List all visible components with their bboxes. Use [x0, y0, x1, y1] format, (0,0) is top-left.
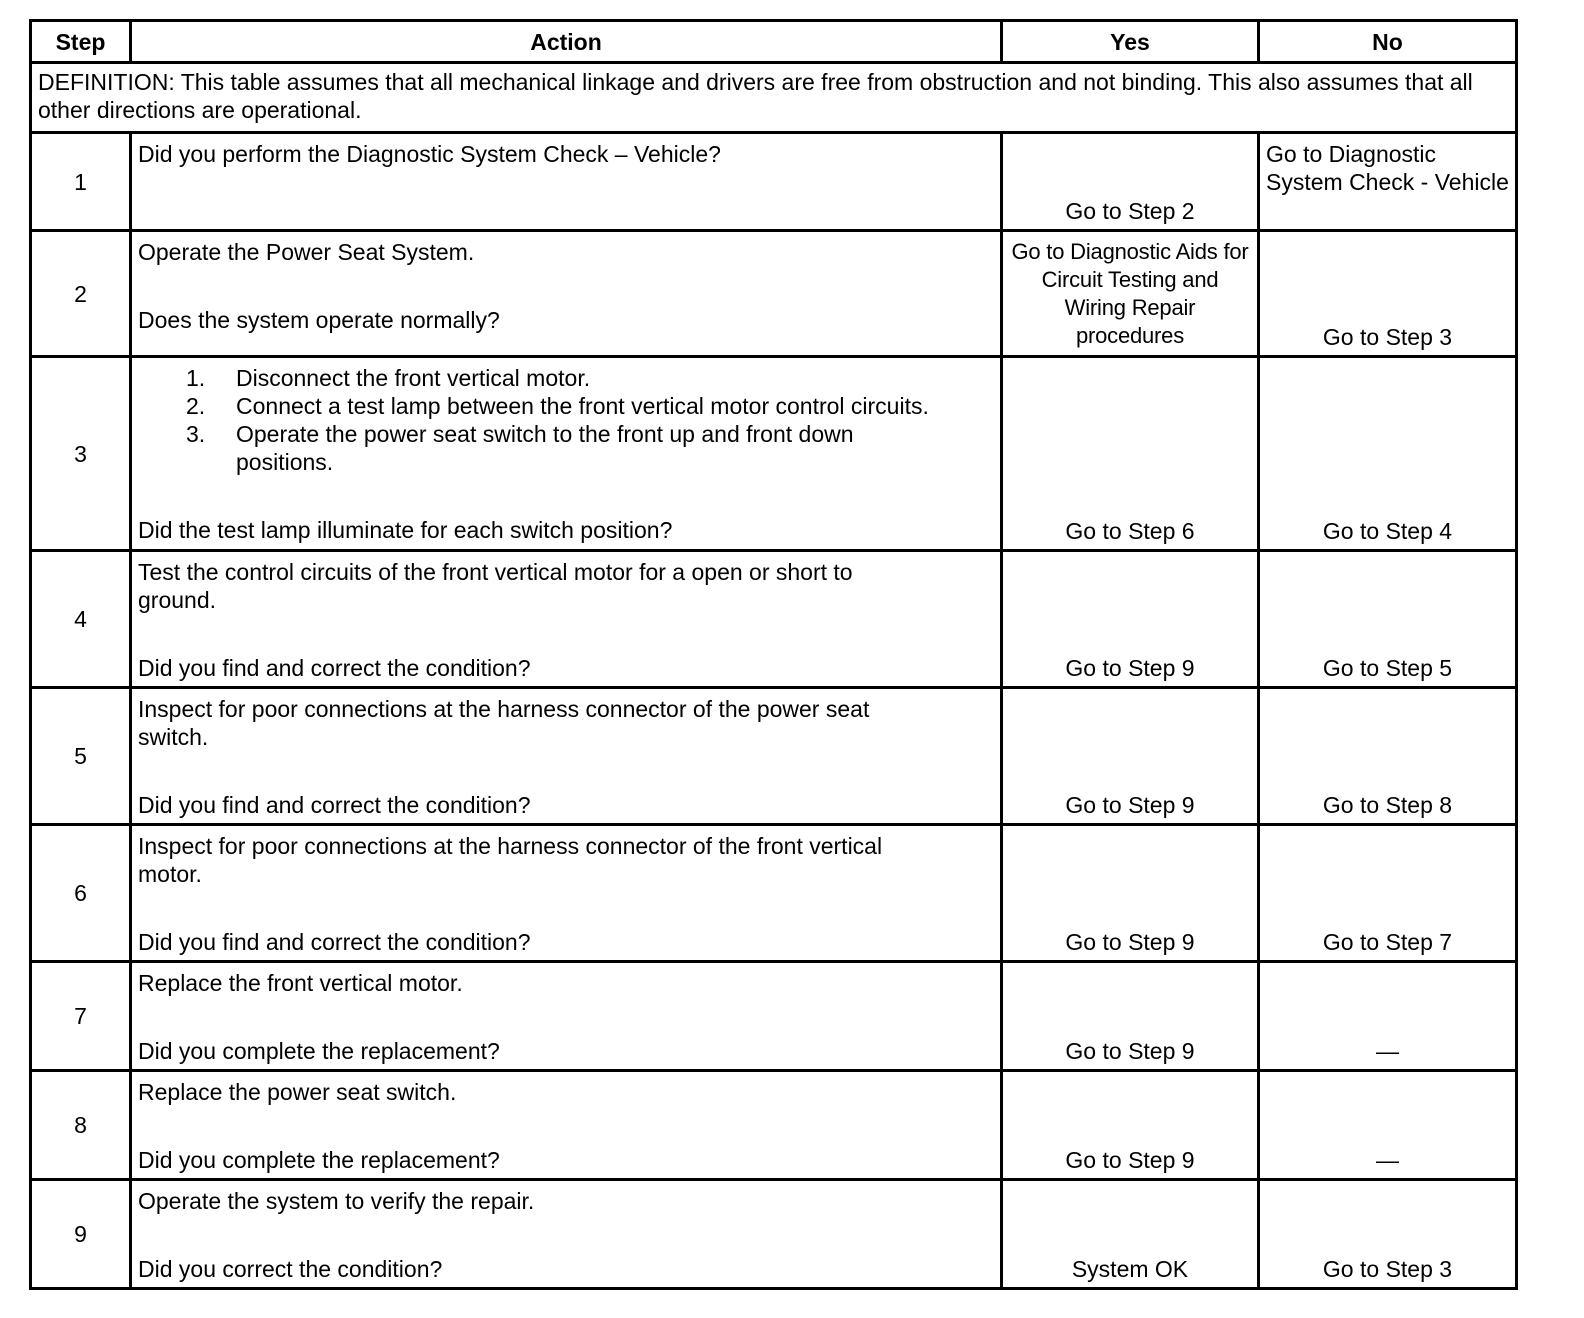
yes-cell: System OK	[1002, 1180, 1259, 1289]
action-cell	[131, 133, 1002, 231]
action-instruction: Replace the power seat switch.	[138, 1079, 457, 1105]
definition-text: DEFINITION: This table assumes that all mechanical linkage and drivers are free from obstruction and not binding. This also assumes that all other directions are operational.	[31, 63, 1517, 133]
action-instruction: Operate the system to verify the repair.	[138, 1188, 535, 1214]
table-row	[31, 1071, 1517, 1180]
table-row	[31, 133, 1517, 231]
action-cell	[131, 551, 1002, 688]
header-step: Step	[31, 21, 131, 63]
action-question: Did you complete the replacement?	[138, 1147, 500, 1173]
action-cell	[131, 1180, 1002, 1289]
yes-cell: Go to Step 9	[1002, 1071, 1259, 1180]
list-item	[186, 364, 994, 392]
no-cell: —	[1259, 962, 1517, 1071]
yes-cell: Go to Diagnostic Aids for Circuit Testing and Wiring Repair procedures	[1002, 231, 1259, 357]
step-number: 2	[31, 231, 131, 357]
action-instruction: Operate the Power Seat System.	[138, 239, 475, 265]
no-cell: Go to Step 3	[1259, 231, 1517, 357]
action-cell	[131, 1071, 1002, 1180]
action-instruction: Did you perform the Diagnostic System Check – Vehicle?	[138, 141, 721, 167]
action-question: Did the test lamp illuminate for each switch position?	[138, 517, 673, 543]
no-cell: Go to Step 8	[1259, 688, 1517, 825]
action-question: Did you find and correct the condition?	[138, 929, 531, 955]
action-question: Did you find and correct the condition?	[138, 792, 531, 818]
action-cell	[131, 357, 1002, 551]
table-row	[31, 688, 1517, 825]
yes-cell: Go to Step 2	[1002, 133, 1259, 231]
step-number: 7	[31, 962, 131, 1071]
list-item-text: Operate the power seat switch to the front up and front down positions.	[236, 421, 854, 475]
no-cell: Go to Diagnostic System Check - Vehicle	[1259, 133, 1517, 231]
list-item	[186, 392, 994, 420]
action-cell	[131, 231, 1002, 357]
action-instruction: Inspect for poor connections at the harness connector of the power seat switch.	[138, 696, 870, 750]
list-item-number: 2.	[186, 393, 206, 419]
yes-cell: Go to Step 9	[1002, 962, 1259, 1071]
no-cell: Go to Step 7	[1259, 825, 1517, 962]
action-question: Does the system operate normally?	[138, 307, 500, 333]
action-question: Did you find and correct the condition?	[138, 655, 531, 681]
table-row	[31, 825, 1517, 962]
list-item-text: Connect a test lamp between the front vertical motor control circuits.	[236, 393, 929, 419]
action-instruction: Inspect for poor connections at the harness connector of the front vertical motor.	[138, 833, 883, 887]
no-cell: Go to Step 3	[1259, 1180, 1517, 1289]
step-number: 3	[31, 357, 131, 551]
table-row	[31, 962, 1517, 1071]
action-cell	[131, 688, 1002, 825]
step-number: 9	[31, 1180, 131, 1289]
yes-cell: Go to Step 6	[1002, 357, 1259, 551]
action-question: Did you correct the condition?	[138, 1256, 443, 1282]
no-cell: Go to Step 5	[1259, 551, 1517, 688]
step-number: 1	[31, 133, 131, 231]
step-number: 4	[31, 551, 131, 688]
step-number: 6	[31, 825, 131, 962]
header-action: Action	[131, 21, 1002, 63]
action-instruction: Test the control circuits of the front vertical motor for a open or short to ground.	[138, 559, 853, 613]
no-cell: —	[1259, 1071, 1517, 1180]
header-yes: Yes	[1002, 21, 1259, 63]
table-row	[31, 357, 1517, 551]
no-cell: Go to Step 4	[1259, 357, 1517, 551]
definition-row	[31, 63, 1517, 133]
yes-cell: Go to Step 9	[1002, 825, 1259, 962]
step-number: 5	[31, 688, 131, 825]
yes-cell: Go to Step 9	[1002, 551, 1259, 688]
list-item-text: Disconnect the front vertical motor.	[236, 365, 591, 391]
list-item-number: 1.	[186, 365, 206, 391]
yes-cell: Go to Step 9	[1002, 688, 1259, 825]
action-instruction: Replace the front vertical motor.	[138, 970, 463, 996]
step-number: 8	[31, 1071, 131, 1180]
action-cell	[131, 962, 1002, 1071]
action-list	[138, 364, 994, 476]
header-row	[31, 21, 1517, 63]
table-row	[31, 551, 1517, 688]
action-question: Did you complete the replacement?	[138, 1038, 500, 1064]
header-no: No	[1259, 21, 1517, 63]
list-item	[186, 420, 994, 476]
diagnostic-table	[29, 19, 1518, 1290]
list-item-number: 3.	[186, 421, 206, 447]
table-row	[31, 231, 1517, 357]
table-row	[31, 1180, 1517, 1289]
action-cell	[131, 825, 1002, 962]
